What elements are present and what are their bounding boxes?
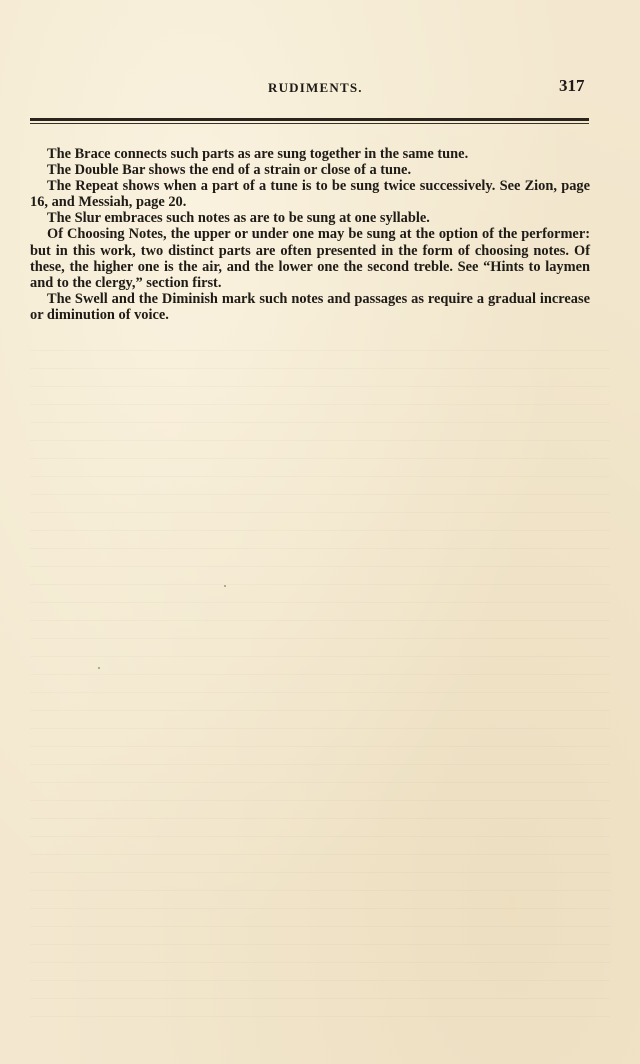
body-text xyxy=(30,146,590,323)
paper-fleck xyxy=(98,667,100,669)
header-rule-thick xyxy=(30,118,589,121)
paragraph-repeat: The Repeat shows when a part of a tune is to be sung twice successively. See Zion, page 16, and Messiah, page 20. xyxy=(30,178,590,211)
bleed-through-texture xyxy=(30,350,610,1030)
page-number: 317 xyxy=(559,76,585,95)
paragraph-brace: The Brace connects such parts as are sung together in the same tune. xyxy=(47,146,469,162)
paragraph-double-bar: The Double Bar shows the end of a strain or close of a tune. xyxy=(47,162,412,179)
running-head: RUDIMENTS. xyxy=(268,80,363,95)
header-rule-thin xyxy=(30,123,589,124)
paragraph-choosing-notes: Of Choosing Notes, the upper or under one may be sung at the option of the performer: but in this work, two distinct parts are often presented in the form of choosing notes. Of these, the higher one is the air, and the lower one the second treble. See “Hints to laymen and to the clergy,” section first. xyxy=(30,226,590,291)
paper-fleck xyxy=(224,585,226,587)
paragraph-slur: The Slur embraces such notes as are to be sung at one syllable. xyxy=(47,210,430,227)
paragraph-swell-diminish: The Swell and the Diminish mark such notes and passages as require a gradual increase or diminution of voice. xyxy=(30,290,590,323)
